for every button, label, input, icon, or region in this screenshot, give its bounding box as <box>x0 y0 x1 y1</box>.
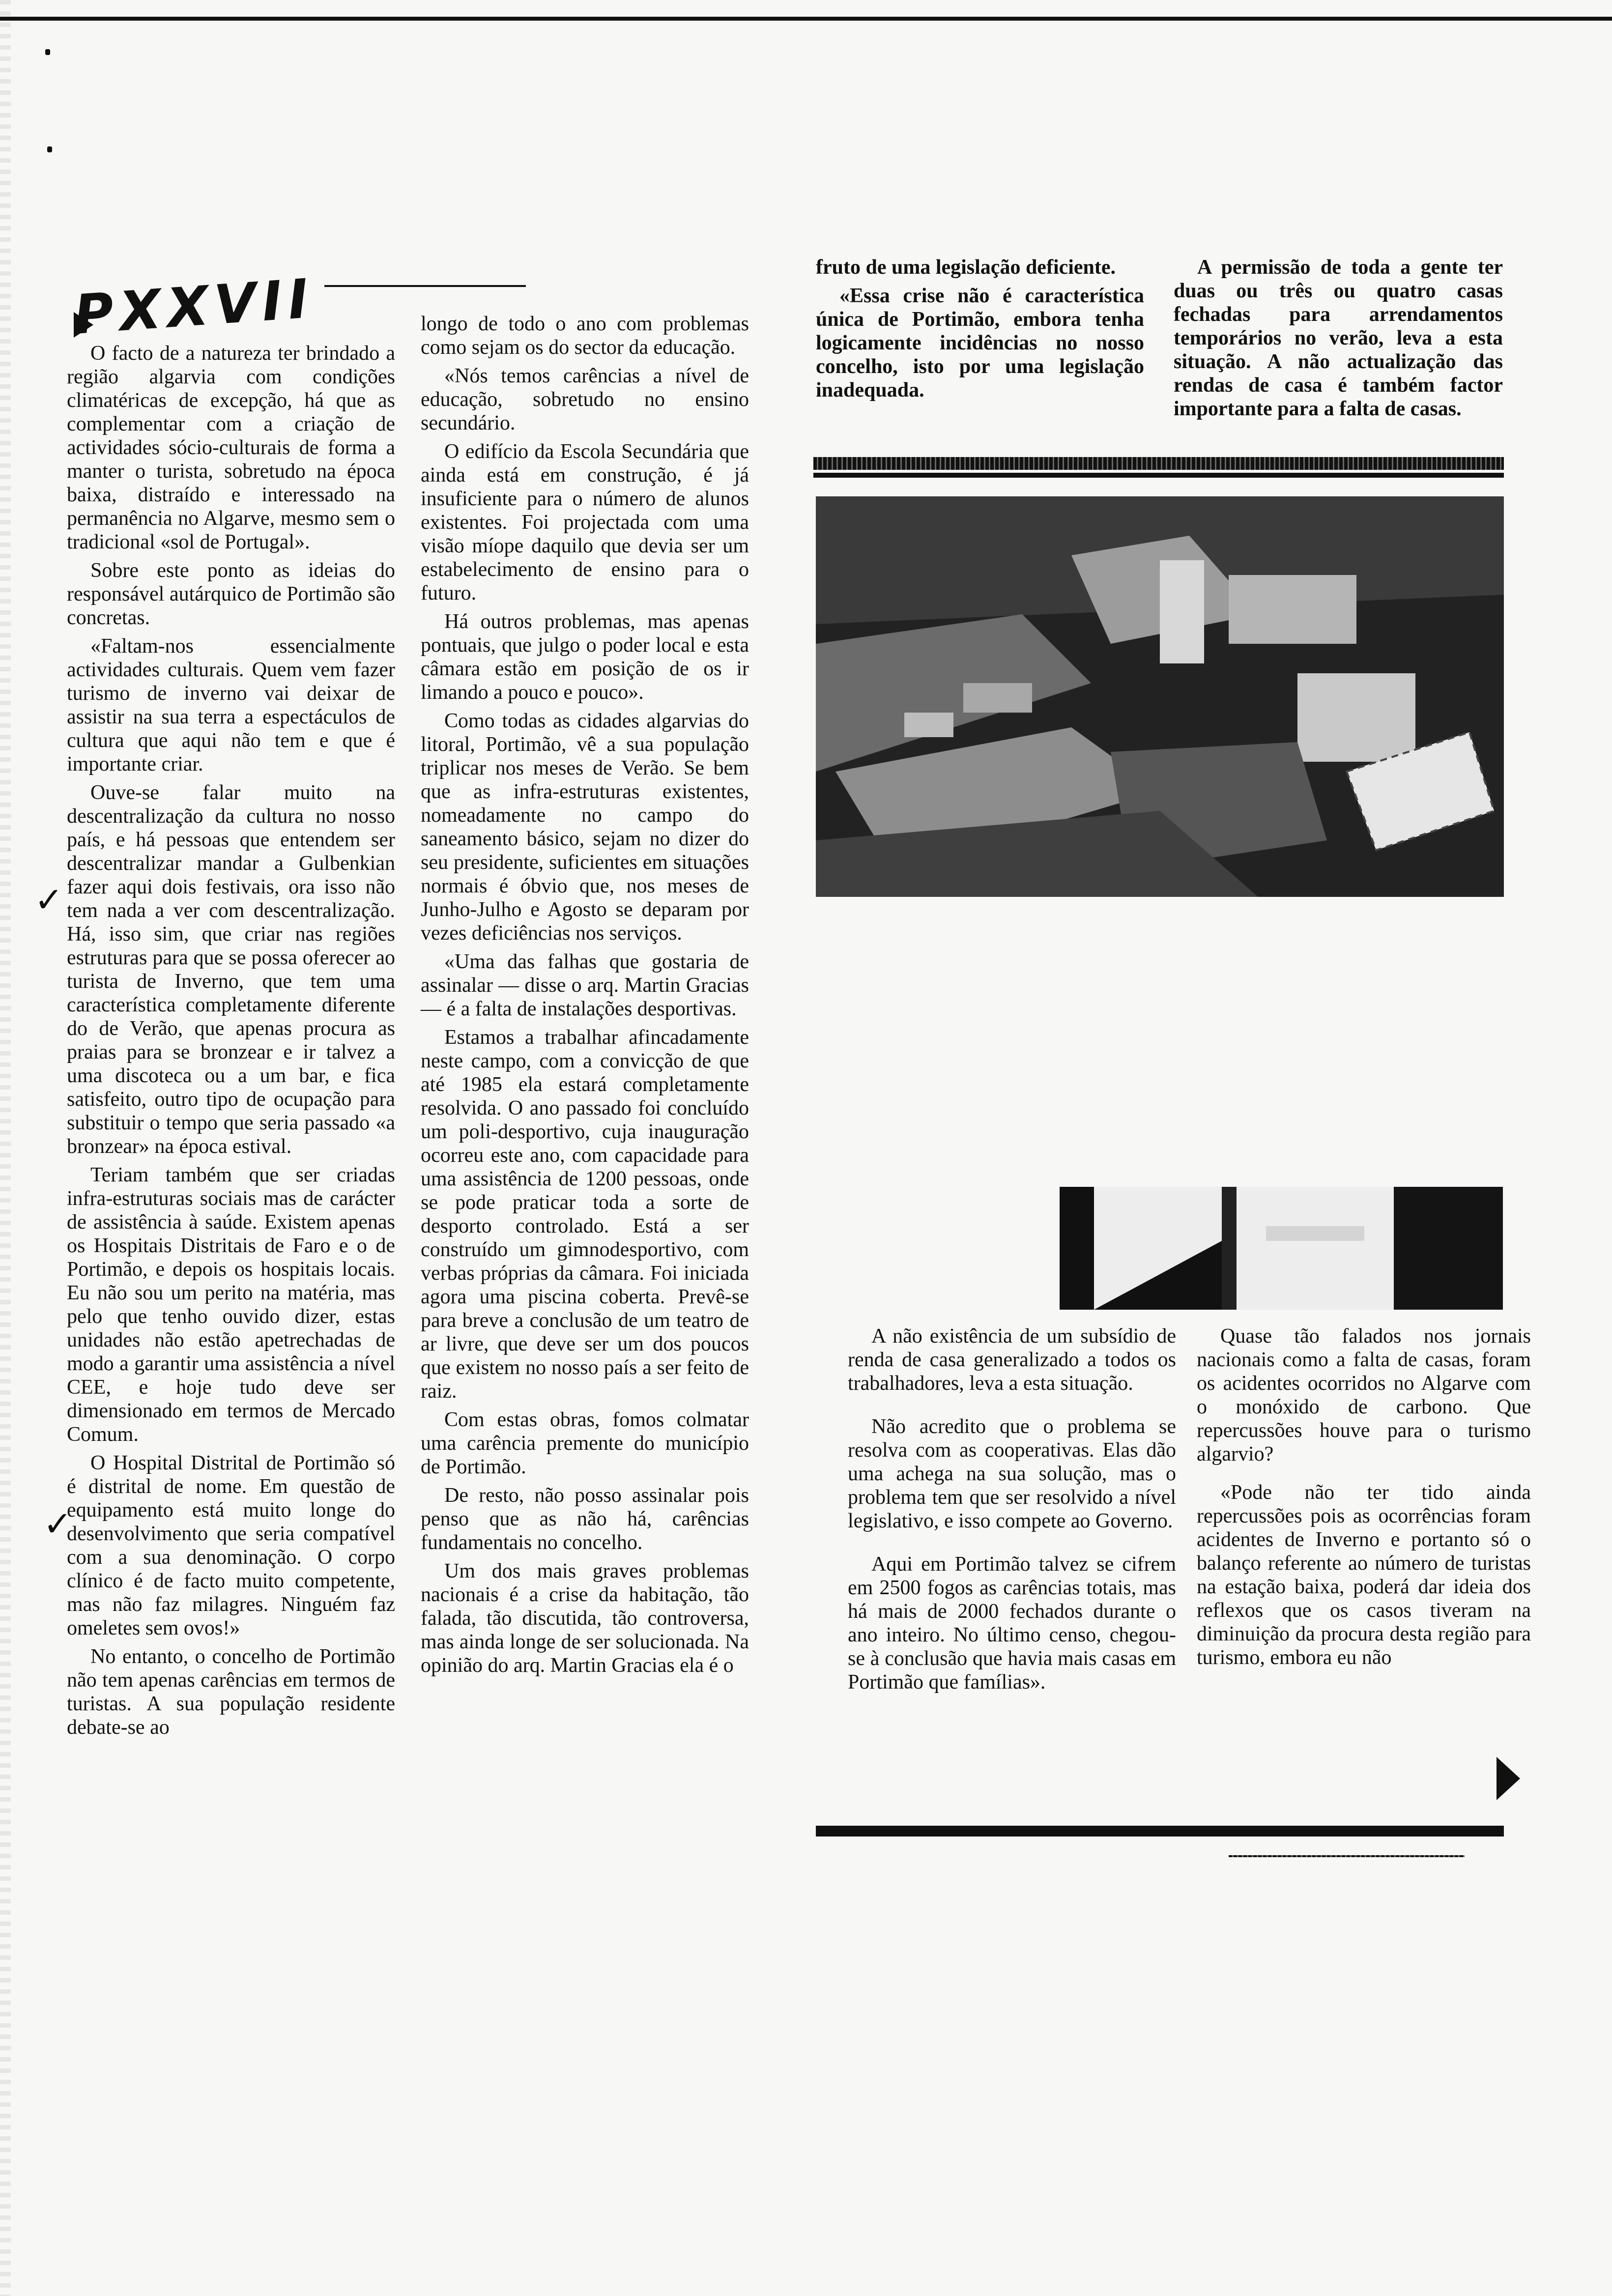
paragraph: Como todas as cidades algarvias do litoral, Portimão, vê a sua população triplicar nos meses de Verão. Se bem que as infra-estruturas existentes, nomeadamente no campo do saneamento básico, sejam no dizer do seu presidente, suficientes em situações normais é óbvio que, nos meses de Junho-Julho e Agosto se deparam por vezes deficiências nos serviços. <box>421 710 749 945</box>
margin-check-icon: ✓ <box>43 1504 72 1544</box>
paragraph: O Hospital Distrital de Portimão só é distrital de nome. Em questão de equipamento está muito longe do desenvolvimento que seria compatível com a sua denominação. O corpo clínico é de facto muito competente, mas não faz milagres. Ninguém faz omeletes sem ovos!» <box>67 1452 395 1639</box>
faint-rule <box>1229 1855 1465 1857</box>
paragraph: O facto de a natureza ter brindado a região algarvia com condições climatéricas de excepção, há que as complementar com a criação de actividades sócio-culturais de forma a manter o turista, sobretudo na época baixa, distraído e interessado na permanência no Algarve, mesmo sem o tradicional «sol de Portugal». <box>67 342 395 553</box>
scan-edge-noise <box>0 0 11 2296</box>
paragraph: Estamos a trabalhar afincadamente neste campo, com a convicção de que até 1985 ela estará completamente resolvida. O ano passado foi concluído um poli-desportivo, cuja inauguração ocorreu este ano, com capacidade para uma assistência de 1200 pessoas, onde se pode praticar toda a sorte de desporto controlado. Está a ser construído um gimnodesportivo, com verbas próprias da câmara. Foi iniciada agora uma piscina coberta. Prevê-se para breve a conclusão de um teatro de ar livre, que deve ser um dos poucos que existem no nosso país a ser feito de raiz. <box>421 1026 749 1403</box>
paragraph: «Nós temos carências a nível de educação, sobretudo no ensino secundário. <box>421 365 749 434</box>
separator-bar <box>813 457 1504 470</box>
handwritten-marker: PXXVII <box>72 267 317 346</box>
paragraph: Não acredito que o problema se resolva com as cooperativas. Elas dão uma achega na sua solução, mas o problema tem que ser resolvido a nível legislativo, e isso compete ao Governo. <box>848 1415 1176 1532</box>
separator-bar <box>813 473 1504 478</box>
paragraph: Há outros problemas, mas apenas pontuais, que julgo o poder local e esta câmara estão em posição de os ir limando a pouco e pouco». <box>421 610 749 704</box>
article-column-2 <box>421 312 749 1682</box>
paragraph: O edifício da Escola Secundária que ainda está em construção, é já insuficiente para o número de alunos existentes. Foi projectada com uma visão míope daquilo que devia ser um estabelecimento de ensino para o futuro. <box>421 440 749 604</box>
handwritten-underline <box>324 285 526 287</box>
paragraph: A não existência de um subsídio de renda de casa generalizado a todos os trabalhadores, leva a esta situação. <box>848 1325 1176 1395</box>
article-column-5 <box>848 1324 1176 1699</box>
paragraph: «Uma das falhas que gostaria de assinalar — disse o arq. Martin Gracias — é a falta de instalações desportivas. <box>421 950 749 1020</box>
aerial-photo <box>816 496 1504 897</box>
second-photo-graphic <box>1060 1187 1503 1310</box>
article-column-1 <box>67 342 395 1744</box>
paragraph: «Essa crise não é característica única de Portimão, embora tenha logicamente incidências no nosso concelho, isto por uma legislação inadequada. <box>816 285 1144 402</box>
article-column-4 <box>1174 256 1503 426</box>
article-column-3 <box>816 256 1144 407</box>
continuation-arrow-icon <box>1497 1757 1520 1800</box>
paragraph: Aqui em Portimão talvez se cifrem em 2500 fogos as carências totais, mas há mais de 2000 fechados durante o ano inteiro. No último censo, chegou-se à conclusão que havia mais casas em Portimão que famílias». <box>848 1553 1176 1693</box>
article-column-6 <box>1197 1324 1531 1674</box>
paragraph: longo de todo o ano com problemas como sejam os do sector da educação. <box>421 313 749 359</box>
paragraph: Com estas obras, fomos colmatar uma carência premente do município de Portimão. <box>421 1408 749 1478</box>
scan-speck <box>45 49 50 55</box>
paragraph: Ouve-se falar muito na descentralização da cultura no nosso país, e há pessoas que entendem ser descentralizar mandar a Gulbenkian fazer aqui dois festivais, ora isso não tem nada a ver com descentralização. Há, isso sim, que criar nas regiões estruturas para que se possa oferecer ao turista de Inverno, que tem uma característica completamente diferente do de Verão, que apenas procura as praias para se bronzear e ir talvez a uma discoteca ou a um bar, e fica satisfeito, outro tipo de ocupação para substituir o tempo que seria passado «a bronzear» na época estival. <box>67 781 395 1158</box>
paragraph: No entanto, o concelho de Portimão não tem apenas carências em termos de turistas. A sua população residente debate-se ao <box>67 1645 395 1739</box>
paragraph: fruto de uma legislação deficiente. <box>816 256 1116 279</box>
margin-check-icon: ✓ <box>34 880 63 920</box>
paragraph: Quase tão falados nos jornais nacionais como a falta de casas, foram os acidentes ocorridos no Algarve com o monóxido de carbono. Que repercussões houve para o turismo algarvio? <box>1197 1325 1531 1465</box>
bottom-separator-bar <box>816 1826 1504 1837</box>
paragraph: Um dos mais graves problemas nacionais é a crise da habitação, tão falada, tão discutida, tão controversa, mas ainda longe de ser solucionada. Na opinião do arq. Martin Gracias ela é o <box>421 1560 749 1677</box>
paragraph: A permissão de toda a gente ter duas ou três ou quatro casas fechadas para arrendamentos temporários no verão, leva a esta situação. A não actualização das rendas de casa é também factor importante para a falta de casas. <box>1174 256 1503 420</box>
aerial-photo-graphic <box>816 496 1504 897</box>
paragraph: «Pode não ter tido ainda repercussões pois as ocorrências foram acidentes de Inverno e portanto só o balanço referente ao número de turistas na estação baixa, poderá dar ideia dos reflexos que os casos tiveram na diminuição da procura desta região para turismo, embora eu não <box>1197 1481 1531 1669</box>
paragraph: De resto, não posso assinalar pois penso que as não há, carências fundamentais no concelho. <box>421 1484 749 1554</box>
paragraph: Sobre este ponto as ideias do responsável autárquico de Portimão são concretas. <box>67 559 395 629</box>
paragraph: «Faltam-nos essencialmente actividades culturais. Quem vem fazer turismo de inverno vai deixar de assistir na sua terra a espectáculos de cultura que aqui não tem e que é importante criar. <box>67 635 395 775</box>
second-photo <box>1060 1187 1503 1310</box>
page-top-rule <box>0 17 1612 21</box>
scan-speck <box>47 146 52 152</box>
paragraph: Teriam também que ser criadas infra-estruturas sociais mas de carácter de assistência à saúde. Existem apenas os Hospitais Distritais de Faro e o de Portimão, e depois os hospitais locais. Eu não sou um perito na matéria, mas pelo que tenho ouvido dizer, estas unidades não estão apetrechadas de modo a garantir uma assistência a nível CEE, e hoje tudo deve ser dimensionado em termos de Mercado Comum. <box>67 1164 395 1446</box>
